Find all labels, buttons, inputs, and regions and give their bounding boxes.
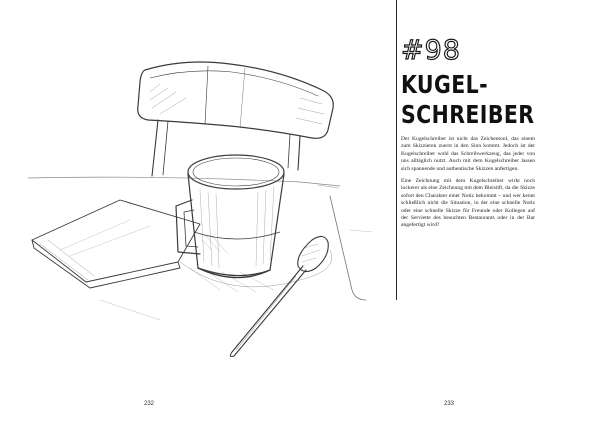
paragraph-1: Der Kugelschreiber ist nicht das Zeichentool, das einem zum Skizzieren zuerst in den Sinn kommt. Jedoch ist der Kugelschreiber wohl das Schreibwerkzeug, das jeder von uns alltäglich nutzt. Auch mit dem Kugelschreiber lassen sich spannende und authentische Skizzen anfertigen. xyxy=(401,136,535,172)
chapter-number: #98 xyxy=(401,35,461,66)
chair xyxy=(138,62,334,176)
mug-shadow xyxy=(180,250,332,287)
table-edge xyxy=(28,177,340,186)
booklet xyxy=(32,200,200,288)
text-column xyxy=(401,36,535,235)
page-divider-line xyxy=(396,0,397,300)
page-number-right: 233 xyxy=(444,401,455,407)
spoon xyxy=(230,236,328,356)
mug xyxy=(176,155,284,278)
chapter-title-line-1: KUGEL- xyxy=(401,70,489,99)
body-text xyxy=(401,136,535,230)
page-number-left: 232 xyxy=(144,401,155,407)
chapter-title xyxy=(401,70,535,130)
paragraph-2: Eine Zeichnung mit dem Kugelschreiber wirkt noch lockerer als eine Zeichnung mit dem Bleistift, da die Skizze sofort den Charakter einer Notiz bekommt – und wer kennt schließlich nicht die Situation, in der eine schnelle Notiz oder eine schnelle Skizze für Freunde oder Kollegen auf der Serviette des besuchten Restaurants oder in der Bar angefertigt wird? xyxy=(401,178,535,229)
chapter-title-line-2: SCHREIBER xyxy=(401,100,535,129)
table-front-edge xyxy=(330,196,366,300)
